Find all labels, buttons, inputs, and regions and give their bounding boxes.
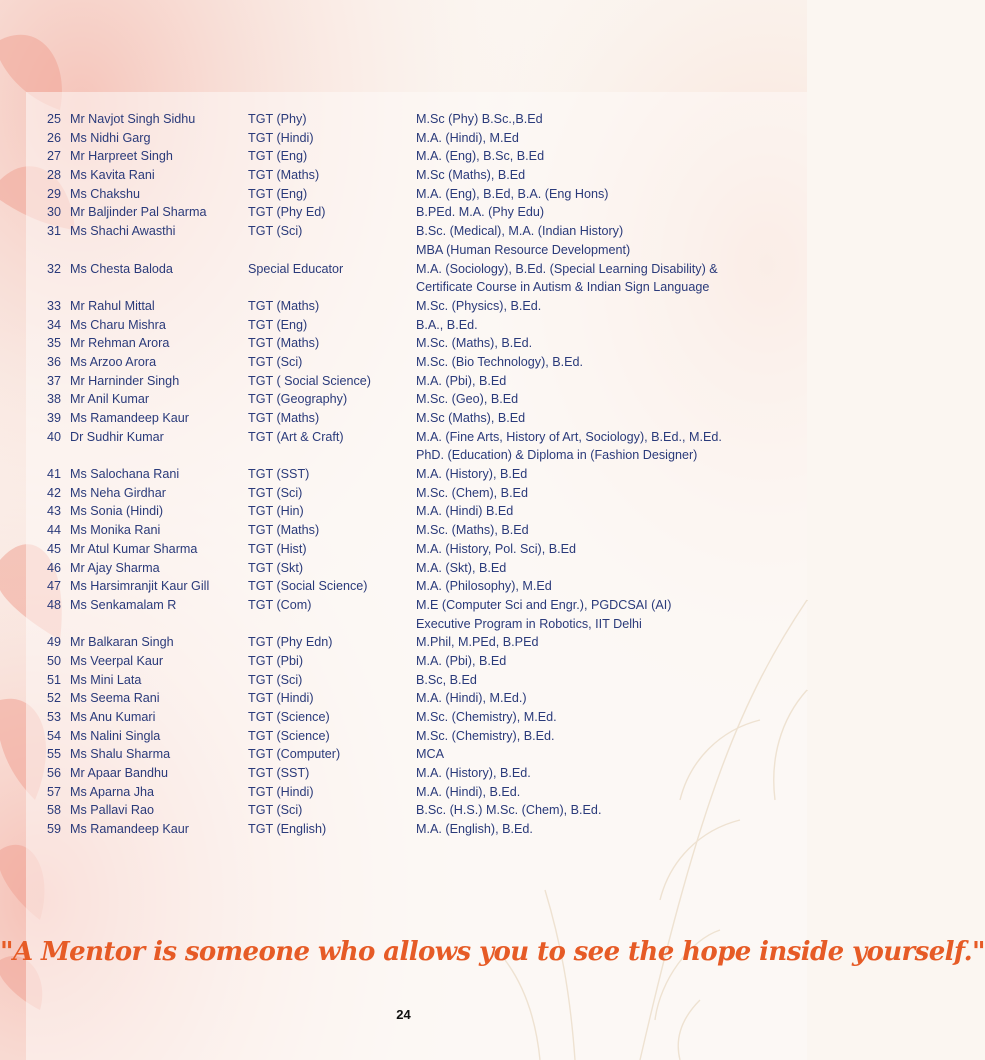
staff-row [47, 316, 787, 335]
mentor-quote: "A Mentor is someone who allows you to see the hope inside yourself." [0, 937, 985, 967]
qualification: Certificate Course in Autism & Indian Sign Language [416, 280, 710, 295]
staff-name: Mr Baljinder Pal Sharma [70, 205, 207, 220]
designation: TGT (Social Science) [248, 579, 368, 594]
staff-name: Ms Chesta Baloda [70, 261, 173, 276]
staff-row [47, 222, 787, 241]
qualification: M.Sc (Maths), B.Ed [416, 411, 526, 425]
qualification: M.A. (History), B.Ed. [416, 766, 531, 781]
serial-number: 34 [47, 317, 62, 332]
staff-row [47, 390, 787, 409]
designation: TGT (Phy) [248, 112, 307, 126]
designation: TGT ( Social Science) [248, 373, 371, 388]
qualification: B.A., B.Ed. [416, 317, 478, 332]
staff-row [47, 689, 787, 708]
staff-name: Ms Neha Girdhar [70, 485, 166, 500]
staff-row [47, 764, 787, 783]
qualification: Executive Program in Robotics, IIT Delhi [416, 616, 642, 631]
serial-number: 48 [47, 597, 62, 612]
serial-number: 42 [47, 485, 62, 500]
qualification: M.A. (Skt), B.Ed [416, 560, 507, 575]
designation: TGT (Sci) [248, 224, 303, 239]
staff-name: Mr Navjot Singh Sidhu [70, 112, 196, 126]
designation: TGT (Phy Ed) [248, 205, 326, 220]
serial-number: 50 [47, 653, 62, 668]
staff-row [47, 615, 787, 634]
staff-row [47, 166, 787, 185]
serial-number: 47 [47, 579, 62, 594]
staff-name: Dr Sudhir Kumar [70, 429, 164, 444]
designation: TGT (Sci) [248, 354, 303, 369]
designation: TGT (Pbi) [248, 653, 304, 668]
staff-row [47, 278, 787, 297]
qualification: M.A. (History), B.Ed [416, 467, 528, 482]
serial-number: 51 [47, 672, 62, 687]
qualification: PhD. (Education) & Diploma in (Fashion Designer) [416, 448, 698, 463]
qualification: M.Sc. (Physics), B.Ed. [416, 298, 542, 313]
staff-name: Mr Atul Kumar Sharma [70, 541, 198, 556]
serial-number: 32 [47, 261, 62, 276]
designation: TGT (Hindi) [248, 784, 314, 799]
designation: TGT (Maths) [248, 336, 320, 351]
qualification: M.A. (Sociology), B.Ed. (Special Learning Disability) & [416, 261, 718, 276]
staff-name: Ms Pallavi Rao [70, 803, 154, 818]
serial-number: 25 [47, 112, 62, 126]
staff-row [47, 783, 787, 802]
qualification: M.Sc. (Maths), B.Ed [416, 523, 529, 538]
staff-name: Mr Balkaran Singh [70, 635, 174, 650]
staff-name: Mr Rehman Arora [70, 336, 170, 351]
qualification: M.A. (Philosophy), M.Ed [416, 579, 552, 594]
staff-name: Ms Ramandeep Kaur [70, 411, 190, 425]
qualification: B.Sc, B.Ed [416, 672, 477, 687]
designation: Special Educator [248, 261, 344, 276]
staff-name: Ms Nidhi Garg [70, 130, 151, 145]
qualification: M.Sc. (Geo), B.Ed [416, 392, 519, 407]
staff-name: Ms Aparna Jha [70, 784, 155, 799]
designation: TGT (Maths) [248, 168, 320, 183]
staff-name: Mr Apaar Bandhu [70, 766, 169, 781]
serial-number: 58 [47, 803, 62, 818]
serial-number: 41 [47, 467, 62, 482]
serial-number: 46 [47, 560, 62, 575]
staff-name: Ms Charu Mishra [70, 317, 166, 332]
qualification: M.A. (Eng), B.Sc, B.Ed [416, 149, 545, 164]
staff-name: Ms Monika Rani [70, 523, 161, 538]
staff-row [47, 241, 787, 260]
staff-name: Ms Harsimranjit Kaur Gill [70, 579, 210, 594]
designation: TGT (Maths) [248, 298, 320, 313]
qualification: M.A. (Hindi), M.Ed.) [416, 691, 527, 706]
qualification: M.A. (Hindi), B.Ed. [416, 784, 521, 799]
serial-number: 33 [47, 298, 62, 313]
staff-row [47, 484, 787, 503]
staff-row [47, 185, 787, 204]
qualification: M.A. (English), B.Ed. [416, 822, 533, 837]
staff-row [47, 334, 787, 353]
staff-name: Ms Nalini Singla [70, 728, 161, 743]
designation: TGT (Sci) [248, 672, 303, 687]
qualification: M.A. (Eng), B.Ed, B.A. (Eng Hons) [416, 186, 609, 201]
qualification: M.Phil, M.PEd, B.PEd [416, 635, 539, 650]
staff-row [47, 147, 787, 166]
serial-number: 38 [47, 392, 62, 407]
staff-row [47, 727, 787, 746]
staff-name: Ms Kavita Rani [70, 168, 155, 183]
staff-name: Mr Rahul Mittal [70, 298, 155, 313]
staff-row [47, 708, 787, 727]
staff-row [47, 428, 787, 447]
qualification: B.Sc. (H.S.) M.Sc. (Chem), B.Ed. [416, 803, 602, 818]
staff-row [47, 745, 787, 764]
designation: TGT (Hindi) [248, 691, 314, 706]
staff-name: Ms Anu Kumari [70, 710, 156, 724]
designation: TGT (Sci) [248, 485, 303, 500]
qualification: M.A. (Pbi), B.Ed [416, 373, 507, 388]
designation: TGT (Computer) [248, 747, 341, 762]
designation: TGT (Phy Edn) [248, 635, 333, 650]
serial-number: 31 [47, 224, 62, 239]
designation: TGT (Geography) [248, 392, 348, 407]
staff-name: Ms Ramandeep Kaur [70, 822, 190, 837]
staff-name: Mr Harninder Singh [70, 373, 180, 388]
staff-name: Mr Harpreet Singh [70, 149, 173, 164]
designation: TGT (SST) [248, 766, 310, 781]
serial-number: 39 [47, 411, 62, 425]
staff-name: Mr Anil Kumar [70, 392, 150, 407]
staff-row [47, 502, 787, 521]
staff-row [47, 465, 787, 484]
serial-number: 44 [47, 523, 62, 538]
qualification: M.Sc. (Chem), B.Ed [416, 485, 528, 500]
staff-name: Ms Seema Rani [70, 691, 160, 706]
qualification: M.A. (History, Pol. Sci), B.Ed [416, 541, 577, 556]
staff-row [47, 353, 787, 372]
staff-row [47, 521, 787, 540]
staff-row [47, 559, 787, 578]
designation: TGT (Skt) [248, 560, 304, 575]
serial-number: 45 [47, 541, 62, 556]
qualification: M.A. (Fine Arts, History of Art, Sociology), B.Ed., M.Ed. [416, 429, 722, 444]
qualification: M.Sc. (Chemistry), B.Ed. [416, 728, 555, 743]
serial-number: 52 [47, 691, 62, 706]
serial-number: 57 [47, 784, 62, 799]
staff-name: Ms Mini Lata [70, 672, 142, 687]
qualification: M.Sc (Maths), B.Ed [416, 168, 526, 183]
serial-number: 43 [47, 504, 62, 519]
qualification: M.A. (Hindi) B.Ed [416, 504, 514, 519]
designation: TGT (English) [248, 822, 327, 837]
serial-number: 37 [47, 373, 62, 388]
serial-number: 35 [47, 336, 62, 351]
designation: TGT (Maths) [248, 411, 320, 425]
designation: TGT (Eng) [248, 317, 308, 332]
designation: TGT (Com) [248, 597, 312, 612]
staff-name: Ms Sonia (Hindi) [70, 504, 164, 519]
designation: TGT (Maths) [248, 523, 320, 538]
qualification: M.Sc (Phy) B.Sc.,B.Ed [416, 112, 543, 126]
staff-row [47, 577, 787, 596]
staff-name: Ms Senkamalam R [70, 597, 177, 612]
qualification: M.A. (Pbi), B.Ed [416, 653, 507, 668]
designation: TGT (Eng) [248, 149, 308, 164]
serial-number: 28 [47, 168, 62, 183]
staff-row [47, 446, 787, 465]
staff-name: Ms Arzoo Arora [70, 354, 157, 369]
staff-name: Ms Shachi Awasthi [70, 224, 176, 239]
qualification: M.E (Computer Sci and Engr.), PGDCSAI (AI) [416, 597, 672, 612]
qualification: MCA [416, 747, 444, 762]
staff-row [47, 129, 787, 148]
serial-number: 29 [47, 186, 62, 201]
designation: TGT (Sci) [248, 803, 303, 818]
staff-name: Mr Ajay Sharma [70, 560, 160, 575]
staff-row [47, 372, 787, 391]
designation: TGT (Science) [248, 728, 330, 743]
designation: TGT (Eng) [248, 186, 308, 201]
staff-name: Ms Chakshu [70, 186, 140, 201]
designation: TGT (Art & Craft) [248, 429, 344, 444]
staff-name: Ms Veerpal Kaur [70, 653, 164, 668]
qualification: B.Sc. (Medical), M.A. (Indian History) [416, 224, 624, 239]
serial-number: 56 [47, 766, 62, 781]
qualification: M.A. (Hindi), M.Ed [416, 130, 519, 145]
serial-number: 36 [47, 354, 62, 369]
staff-row [47, 633, 787, 652]
qualification: M.Sc. (Chemistry), M.Ed. [416, 710, 557, 724]
serial-number: 26 [47, 130, 62, 145]
staff-row [47, 409, 787, 428]
designation: TGT (Science) [248, 710, 330, 724]
serial-number: 54 [47, 728, 62, 743]
serial-number: 55 [47, 747, 62, 762]
serial-number: 59 [47, 822, 62, 837]
serial-number: 49 [47, 635, 62, 650]
designation: TGT (Hindi) [248, 130, 314, 145]
staff-row [47, 820, 787, 839]
staff-row [47, 801, 787, 820]
qualification: M.Sc. (Bio Technology), B.Ed. [416, 354, 584, 369]
staff-list [47, 110, 787, 839]
page-number: 24 [396, 1007, 411, 1022]
designation: TGT (Hin) [248, 504, 304, 519]
staff-name: Ms Salochana Rani [70, 467, 180, 482]
serial-number: 40 [47, 429, 62, 444]
serial-number: 27 [47, 149, 62, 164]
designation: TGT (SST) [248, 467, 310, 482]
staff-row [47, 652, 787, 671]
staff-row [47, 260, 787, 279]
staff-row [47, 596, 787, 615]
staff-row [47, 110, 787, 129]
staff-name: Ms Shalu Sharma [70, 747, 171, 762]
designation: TGT (Hist) [248, 541, 307, 556]
staff-row [47, 203, 787, 222]
qualification: B.PEd. M.A. (Phy Edu) [416, 205, 545, 220]
staff-row [47, 297, 787, 316]
serial-number: 30 [47, 205, 62, 220]
staff-row [47, 671, 787, 690]
serial-number: 53 [47, 710, 62, 724]
staff-row [47, 540, 787, 559]
qualification: MBA (Human Resource Development) [416, 242, 631, 257]
qualification: M.Sc. (Maths), B.Ed. [416, 336, 533, 351]
